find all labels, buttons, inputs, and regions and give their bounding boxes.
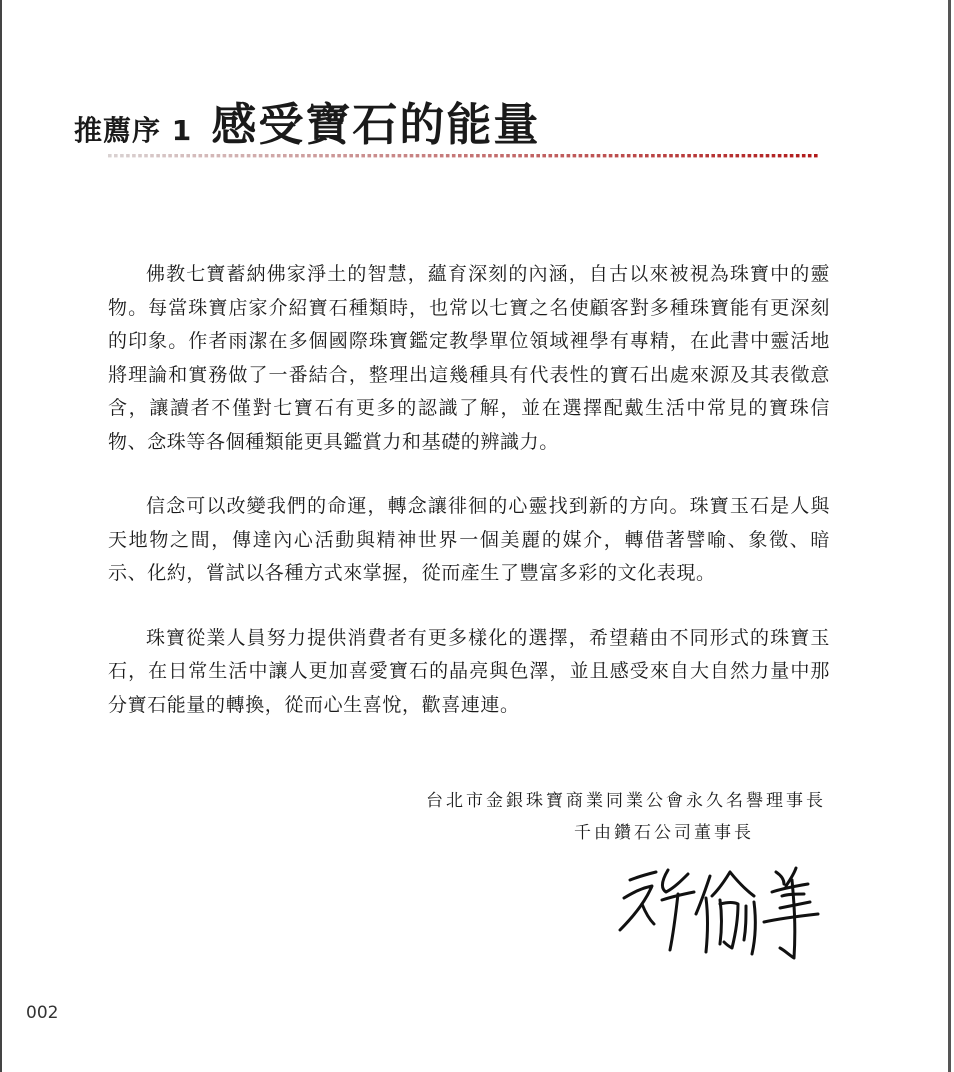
rule-dot	[736, 154, 740, 157]
rule-dot	[778, 154, 782, 157]
rule-dot	[217, 154, 221, 157]
rule-dot	[241, 154, 245, 157]
rule-dot	[506, 154, 510, 157]
rule-dot	[265, 154, 269, 157]
rule-dot	[235, 154, 239, 157]
rule-dot	[754, 154, 758, 157]
rule-dot	[452, 154, 456, 157]
paragraph-2: 信念可以改變我們的命運，轉念讓徘徊的心靈找到新的方向。珠寶玉石是人與天地物之間，傳達內心活動與精神世界一個美麗的媒介，轉借著譬喻、象徵、暗示、化約，嘗試以各種方式來掌握，從而產生了豐富多彩的文化表現。	[108, 495, 830, 584]
rule-dot	[428, 154, 432, 157]
rule-dot	[440, 154, 444, 157]
rule-dot	[512, 154, 516, 157]
rule-dot	[223, 154, 227, 157]
rule-dot	[470, 154, 474, 157]
rule-dot	[573, 154, 577, 157]
page-number: 002	[26, 1003, 59, 1023]
rule-dot	[464, 154, 468, 157]
rule-dot	[482, 154, 486, 157]
dotted-gradient-rule	[108, 153, 820, 159]
rule-dot	[687, 154, 691, 157]
rule-dot	[434, 154, 438, 157]
rule-dot	[711, 154, 715, 157]
rule-dot	[530, 154, 534, 157]
rule-dot	[651, 154, 655, 157]
rule-dot	[724, 154, 728, 157]
foreword-label: 推薦序 1	[74, 114, 193, 147]
rule-dot	[699, 154, 703, 157]
rule-dot	[355, 154, 359, 157]
rule-dot	[126, 154, 130, 157]
rule-dot	[717, 154, 721, 157]
rule-dot	[174, 154, 178, 157]
rule-dot	[669, 154, 673, 157]
rule-dot	[150, 154, 154, 157]
paragraph-1: 佛教七寶蓄納佛家淨土的智慧，蘊育深刻的內涵，自古以來被視為珠寶中的靈物。每當珠寶店家介紹寶石種類時，也常以七寶之名使顧客對多種珠寶能有更深刻的印象。作者雨潔在多個國際珠寶鑑定教學單位領域裡學有專精，在此書中靈活地將理論和實務做了一番結合，整理出這幾種具有代表性的寶石出處來源及其表徵意含，讓讀者不僅對七寶石有更多的認識了解，並在選擇配戴生活中常見的寶珠信物、念珠等各個種類能更具鑑賞力和基礎的辨識力。	[108, 263, 830, 453]
rule-dot	[144, 154, 148, 157]
rule-dot	[325, 154, 329, 157]
rule-dot	[253, 154, 257, 157]
rule-dot	[814, 154, 818, 157]
rule-dot	[730, 154, 734, 157]
rule-dot	[168, 154, 172, 157]
rule-dot	[663, 154, 667, 157]
rule-dot	[772, 154, 776, 157]
rule-dot	[603, 154, 607, 157]
rule-dot	[790, 154, 794, 157]
rule-dot	[784, 154, 788, 157]
rule-dot	[295, 154, 299, 157]
rule-dot	[277, 154, 281, 157]
rule-dot	[361, 154, 365, 157]
page-heading	[74, 88, 540, 153]
rule-dot	[422, 154, 426, 157]
rule-dot	[796, 154, 800, 157]
rule-dot	[542, 154, 546, 157]
rule-dot	[567, 154, 571, 157]
rule-dot	[579, 154, 583, 157]
rule-dot	[585, 154, 589, 157]
author-title-line-1: 台北市金銀珠寶商業同業公會永久名譽理事長	[426, 791, 826, 811]
rule-dot	[500, 154, 504, 157]
rule-dot	[331, 154, 335, 157]
rule-dot	[748, 154, 752, 157]
page-border-left	[0, 0, 2, 1072]
handwritten-signature	[612, 858, 832, 968]
rule-dot	[386, 154, 390, 157]
rule-dot	[186, 154, 190, 157]
rule-dot	[675, 154, 679, 157]
rule-dot	[446, 154, 450, 157]
rule-dot	[398, 154, 402, 157]
rule-dot	[627, 154, 631, 157]
rule-dot	[808, 154, 812, 157]
rule-dot	[657, 154, 661, 157]
rule-dot	[120, 154, 124, 157]
rule-dot	[114, 154, 118, 157]
rule-dot	[392, 154, 396, 157]
rule-dot	[693, 154, 697, 157]
rule-dot	[307, 154, 311, 157]
rule-dot	[705, 154, 709, 157]
rule-dot	[802, 154, 806, 157]
rule-dot	[476, 154, 480, 157]
rule-dot	[561, 154, 565, 157]
rule-dot	[766, 154, 770, 157]
rule-dot	[247, 154, 251, 157]
rule-dot	[193, 154, 197, 157]
rule-dot	[229, 154, 233, 157]
rule-dot	[639, 154, 643, 157]
paragraph-3: 珠寶從業人員努力提供消費者有更多樣化的選擇，希望藉由不同形式的珠寶玉石，在日常生活中讓人更加喜愛寶石的晶亮與色澤，並且感受來自大自然力量中那分寶石能量的轉換，從而心生喜悅，歡喜連連。	[108, 626, 830, 716]
body-text	[108, 258, 830, 753]
rule-dot	[271, 154, 275, 157]
rule-dot	[555, 154, 559, 157]
rule-dot	[524, 154, 528, 157]
rule-dot	[108, 154, 112, 157]
rule-dot	[343, 154, 347, 157]
rule-dot	[760, 154, 764, 157]
rule-dot	[615, 154, 619, 157]
rule-dot	[591, 154, 595, 157]
rule-dot	[156, 154, 160, 157]
rule-dot	[404, 154, 408, 157]
page-title: 感受寶石的能量	[211, 98, 541, 151]
rule-dot	[283, 154, 287, 157]
rule-dot	[621, 154, 625, 157]
rule-dot	[549, 154, 553, 157]
author-title-line-2: 千由鑽石公司董事長	[574, 823, 754, 843]
rule-dot	[645, 154, 649, 157]
rule-dot	[742, 154, 746, 157]
rule-dot	[259, 154, 263, 157]
rule-dot	[313, 154, 317, 157]
rule-dot	[162, 154, 166, 157]
rule-dot	[211, 154, 215, 157]
rule-dot	[138, 154, 142, 157]
page-border-right	[948, 0, 951, 1072]
rule-dot	[410, 154, 414, 157]
rule-dot	[205, 154, 209, 157]
rule-dot	[199, 154, 203, 157]
rule-dot	[301, 154, 305, 157]
rule-dot	[349, 154, 353, 157]
rule-dot	[368, 154, 372, 157]
rule-dot	[681, 154, 685, 157]
rule-dot	[319, 154, 323, 157]
rule-dot	[380, 154, 384, 157]
rule-dot	[597, 154, 601, 157]
rule-dot	[416, 154, 420, 157]
rule-dot	[180, 154, 184, 157]
rule-dot	[633, 154, 637, 157]
rule-dot	[374, 154, 378, 157]
rule-dot	[518, 154, 522, 157]
rule-dot	[132, 154, 136, 157]
rule-dot	[609, 154, 613, 157]
rule-dot	[289, 154, 293, 157]
rule-dot	[337, 154, 341, 157]
rule-dot	[488, 154, 492, 157]
rule-dot	[536, 154, 540, 157]
rule-dot	[494, 154, 498, 157]
rule-dot	[458, 154, 462, 157]
